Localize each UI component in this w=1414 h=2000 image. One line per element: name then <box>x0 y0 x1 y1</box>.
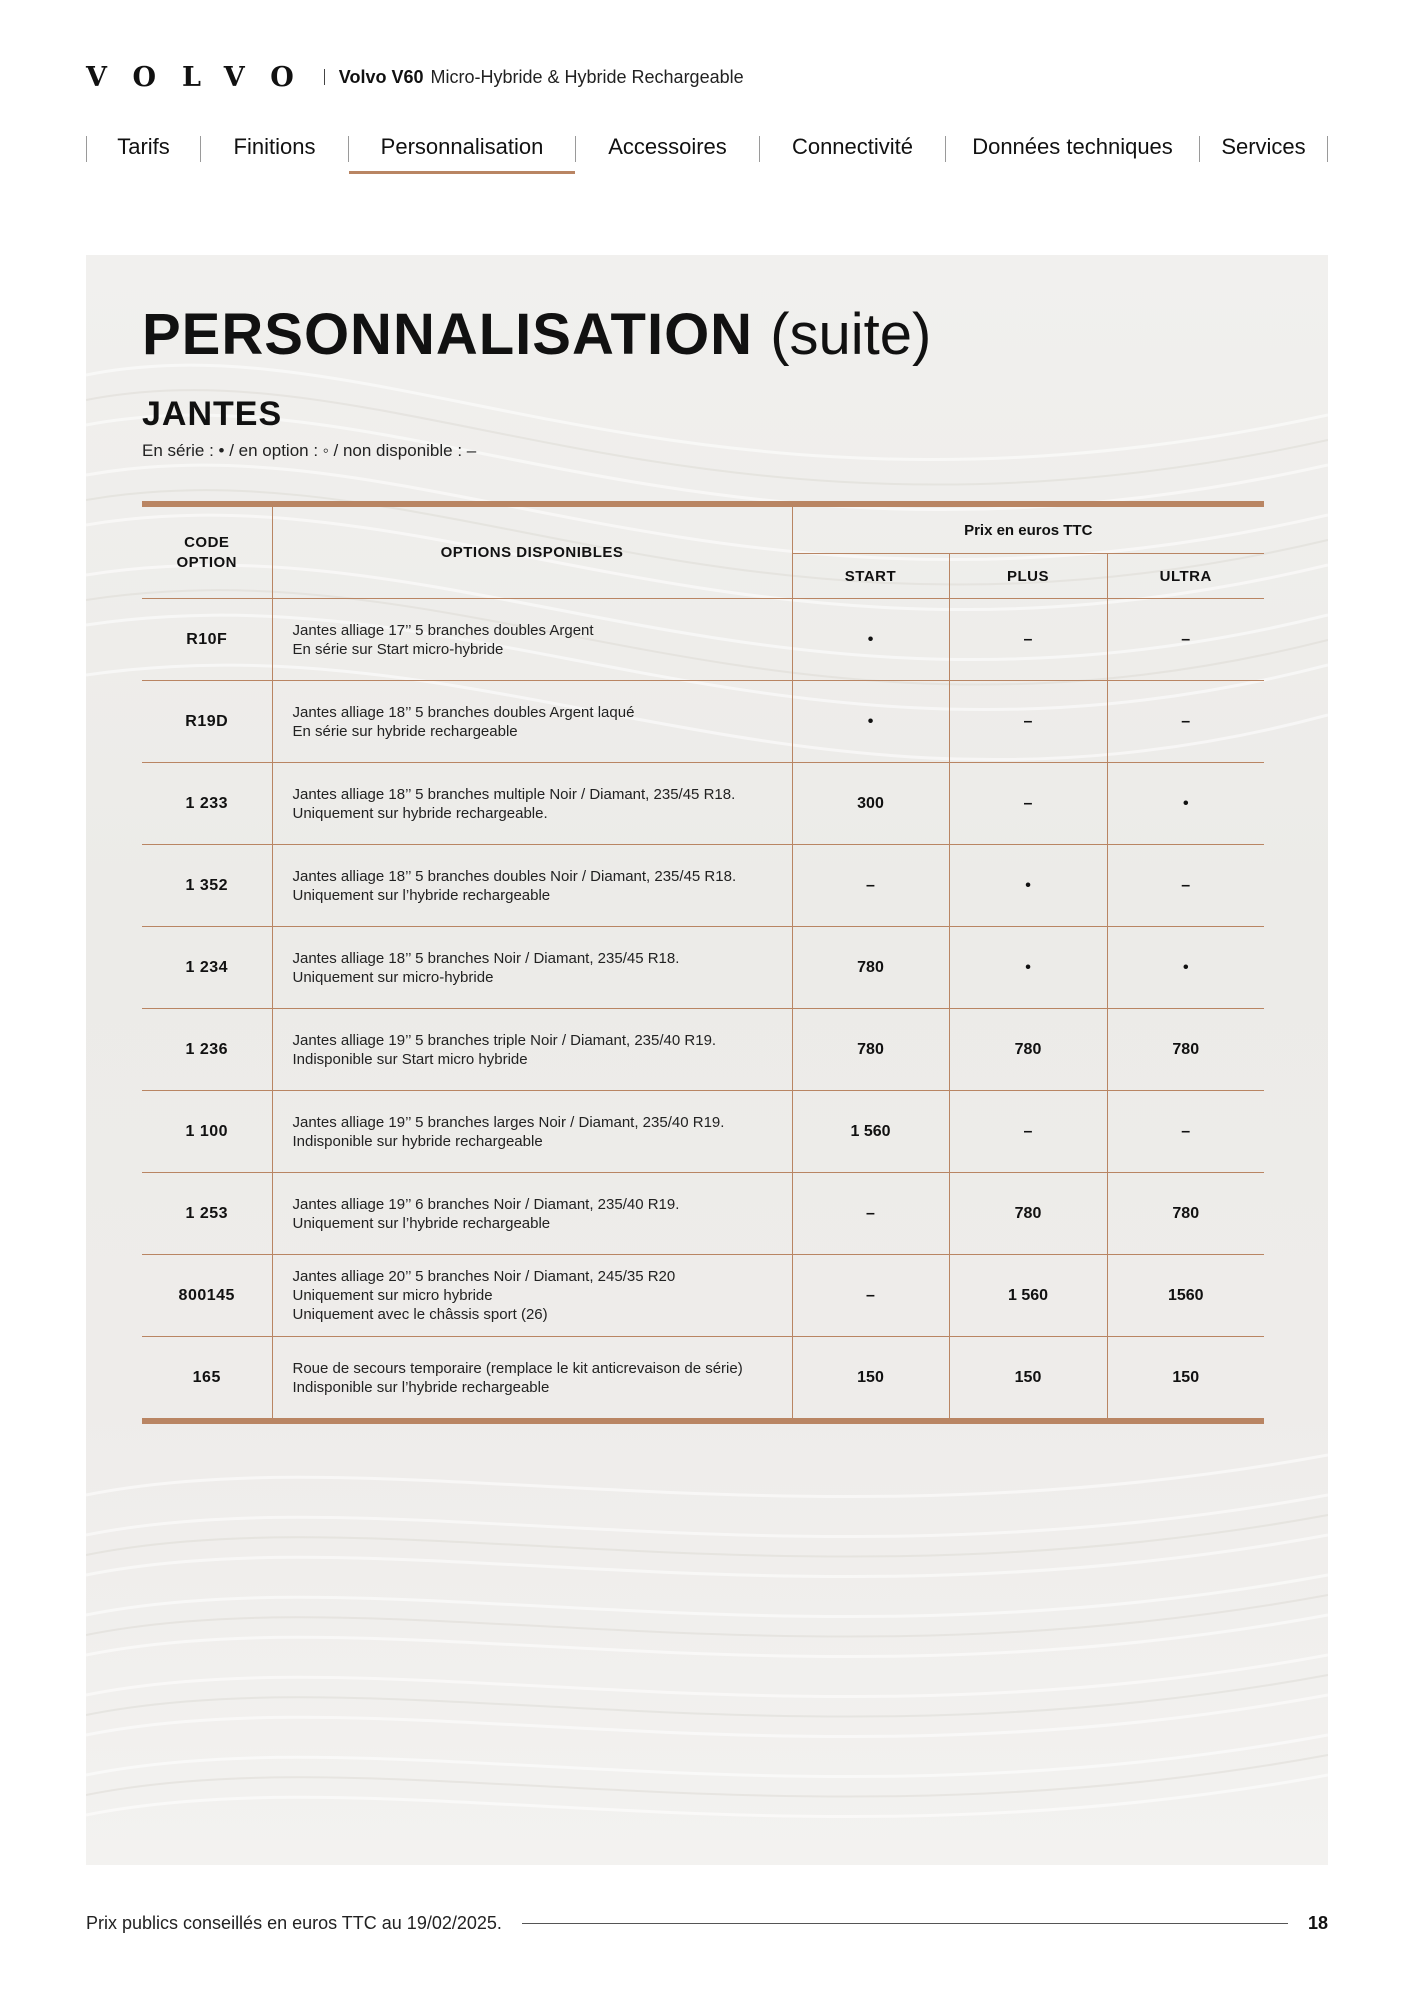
description-line: Jantes alliage 18’’ 5 branches doubles Argent laqué <box>292 703 635 721</box>
section-title: JANTES <box>142 395 283 433</box>
price-plus: 780 <box>949 1173 1107 1255</box>
price-ultra: 780 <box>1107 1173 1264 1255</box>
option-code: 1 352 <box>142 845 272 927</box>
option-code: 1 233 <box>142 763 272 845</box>
description-line: Jantes alliage 18’’ 5 branches multiple Noir / Diamant, 235/45 R18. <box>292 785 736 803</box>
description-line: Uniquement sur l’hybride rechargeable <box>292 1214 551 1232</box>
table-body <box>142 599 1264 1419</box>
description-line: Uniquement avec le châssis sport (26) <box>292 1306 548 1323</box>
header-plus: PLUS <box>949 554 1107 599</box>
page-title-suffix: (suite) <box>770 302 932 367</box>
table-row <box>142 681 1264 763</box>
brand-row <box>86 62 744 92</box>
table-row <box>142 763 1264 845</box>
option-description <box>272 763 792 845</box>
table-row <box>142 845 1264 927</box>
nav-item-accessoires[interactable]: Accessoires <box>608 134 727 159</box>
page-title-main: PERSONNALISATION <box>142 302 754 367</box>
description-line: En série sur hybride rechargeable <box>292 722 518 740</box>
option-description <box>272 1091 792 1173</box>
option-description <box>272 927 792 1009</box>
description-line: Uniquement sur micro-hybride <box>292 968 494 986</box>
nav-item-connectivite[interactable]: Connectivité <box>791 134 914 159</box>
price-start: • <box>792 681 949 763</box>
price-ultra: – <box>1107 1091 1264 1173</box>
option-description <box>272 845 792 927</box>
footer-disclaimer: Prix publics conseillés en euros TTC au 19/02/2025. <box>86 1912 502 1933</box>
option-code: 1 253 <box>142 1173 272 1255</box>
price-plus: • <box>949 927 1107 1009</box>
price-plus: – <box>949 599 1107 681</box>
option-description <box>272 1009 792 1091</box>
description-line: Jantes alliage 19’’ 5 branches larges Noir / Diamant, 235/40 R19. <box>292 1113 725 1131</box>
table-row <box>142 1009 1264 1091</box>
description-line: Roue de secours temporaire (remplace le kit anticrevaison de série) <box>292 1359 743 1377</box>
nav-item-finitions[interactable]: Finitions <box>233 134 316 159</box>
price-start: 1 560 <box>792 1091 949 1173</box>
price-ultra: – <box>1107 681 1264 763</box>
option-code: 1 100 <box>142 1091 272 1173</box>
price-ultra: • <box>1107 763 1264 845</box>
price-ultra: – <box>1107 599 1264 681</box>
price-ultra: – <box>1107 845 1264 927</box>
nav-divider <box>1327 136 1328 162</box>
model-subtitle: Micro-Hybride & Hybride Rechargeable <box>430 66 744 87</box>
description-line: Jantes alliage 17’’ 5 branches doubles Argent <box>292 621 594 639</box>
header-options: OPTIONS DISPONIBLES <box>272 507 792 599</box>
price-start: 780 <box>792 1009 949 1091</box>
price-plus: 150 <box>949 1337 1107 1419</box>
description-line: Indisponible sur l’hybride rechargeable <box>292 1378 550 1396</box>
nav-item-tarifs[interactable]: Tarifs <box>117 134 170 159</box>
price-start: • <box>792 599 949 681</box>
table-row <box>142 927 1264 1009</box>
price-start: 300 <box>792 763 949 845</box>
header-ultra: ULTRA <box>1107 554 1264 599</box>
page-number: 18 <box>1307 1912 1328 1933</box>
availability-legend: En série : • / en option : ◦ / non disponible : – <box>142 441 477 460</box>
nav-item-services[interactable]: Services <box>1221 134 1306 159</box>
table-row <box>142 1173 1264 1255</box>
option-code: 1 236 <box>142 1009 272 1091</box>
wheels-price-table <box>142 507 1264 1418</box>
price-plus: 1 560 <box>949 1255 1107 1337</box>
header-code-option-label: CODE OPTION <box>176 533 237 571</box>
table-row <box>142 1255 1264 1337</box>
price-start: – <box>792 1255 949 1337</box>
brand-divider <box>324 69 325 85</box>
option-description <box>272 1173 792 1255</box>
table-row <box>142 1337 1264 1419</box>
option-description <box>272 1255 792 1337</box>
description-line: Uniquement sur hybride rechargeable. <box>292 804 548 822</box>
header-code-option <box>142 507 272 599</box>
description-line: En série sur Start micro-hybride <box>292 640 504 658</box>
table-row <box>142 599 1264 681</box>
nav-item-personnalisation[interactable]: Personnalisation <box>349 128 575 172</box>
option-code: 1 234 <box>142 927 272 1009</box>
price-plus: – <box>949 1091 1107 1173</box>
table-row <box>142 1091 1264 1173</box>
option-code: 800145 <box>142 1255 272 1337</box>
price-start: – <box>792 1173 949 1255</box>
price-start: 150 <box>792 1337 949 1419</box>
header-price-group: Prix en euros TTC <box>792 507 1264 554</box>
description-line: Jantes alliage 18’’ 5 branches doubles Noir / Diamant, 235/45 R18. <box>292 867 737 885</box>
wheels-table-wrapper <box>142 501 1264 1424</box>
price-plus: – <box>949 681 1107 763</box>
page-title <box>142 301 931 368</box>
top-navigation <box>86 128 1328 174</box>
price-ultra: 780 <box>1107 1009 1264 1091</box>
price-plus: • <box>949 845 1107 927</box>
description-line: Jantes alliage 19’’ 5 branches triple Noir / Diamant, 235/40 R19. <box>292 1031 717 1049</box>
price-plus: 780 <box>949 1009 1107 1091</box>
header-start: START <box>792 554 949 599</box>
volvo-logo: VOLVO <box>86 61 320 93</box>
price-start: 780 <box>792 927 949 1009</box>
price-ultra: 150 <box>1107 1337 1264 1419</box>
option-code: 165 <box>142 1337 272 1419</box>
description-line: Uniquement sur micro hybride <box>292 1287 493 1304</box>
price-ultra: • <box>1107 927 1264 1009</box>
price-ultra: 1560 <box>1107 1255 1264 1337</box>
option-description <box>272 681 792 763</box>
option-description <box>272 1337 792 1419</box>
description-line: Jantes alliage 18’’ 5 branches Noir / Diamant, 235/45 R18. <box>292 949 680 967</box>
table-bottom-rule <box>142 1418 1264 1424</box>
description-line: Indisponible sur hybride rechargeable <box>292 1132 543 1150</box>
model-name: Volvo V60 <box>338 66 424 87</box>
description-line: Indisponible sur Start micro hybride <box>292 1050 528 1068</box>
nav-item-donnees-techniques[interactable]: Données techniques <box>972 134 1173 159</box>
description-line: Jantes alliage 20’’ 5 branches Noir / Diamant, 245/35 R20 <box>292 1268 676 1285</box>
description-line: Jantes alliage 19’’ 6 branches Noir / Diamant, 235/40 R19. <box>292 1195 680 1213</box>
option-description <box>272 599 792 681</box>
page-footer <box>86 1908 1328 1938</box>
option-code: R19D <box>142 681 272 763</box>
price-plus: – <box>949 763 1107 845</box>
description-line: Uniquement sur l’hybride rechargeable <box>292 886 551 904</box>
footer-divider <box>522 1923 1288 1924</box>
price-start: – <box>792 845 949 927</box>
option-code: R10F <box>142 599 272 681</box>
content-panel <box>86 255 1328 1865</box>
